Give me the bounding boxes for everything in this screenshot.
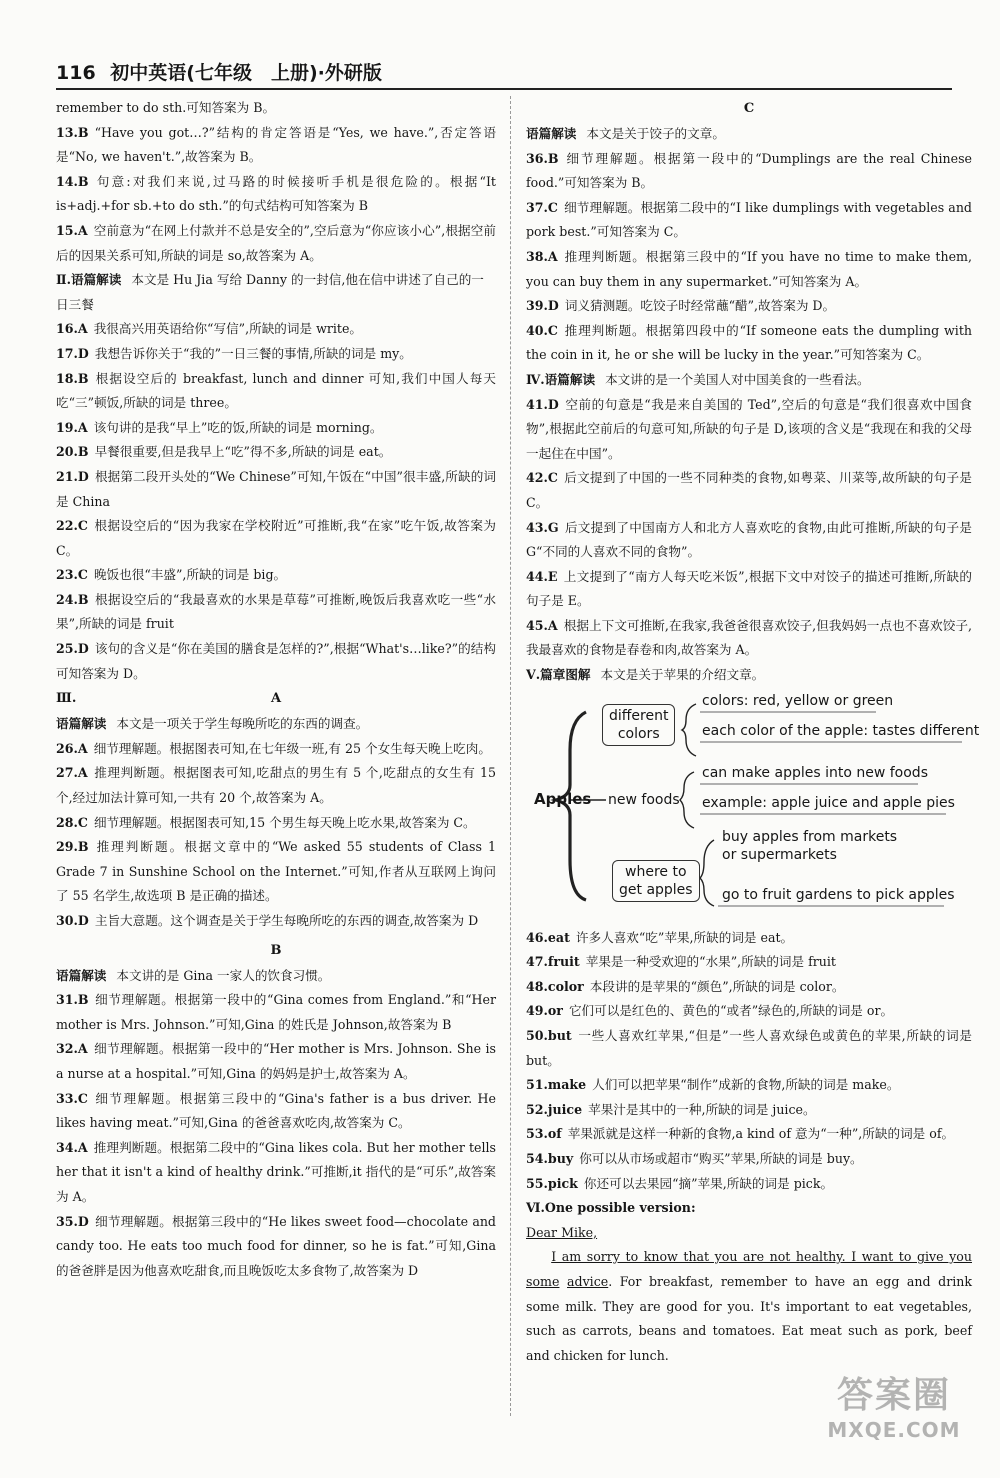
answer-number: 22.C <box>56 518 88 534</box>
mind-map-root: Apples <box>534 789 592 808</box>
answer-item <box>526 147 972 196</box>
section-text: 本文是 Hu Jia 写给 Danny 的一封信,他在信中讲述了自己的一日三餐 <box>56 272 484 312</box>
letter-greeting <box>526 1221 972 1246</box>
answer-item <box>526 466 972 515</box>
answer-number: 36.B <box>526 150 559 166</box>
answer-explanation: 你可以从市场或超市“购买”苹果,所缺的词是 buy。 <box>579 1151 863 1166</box>
branch-label-line: where to <box>625 863 687 880</box>
answer-explanation: 空前的句意是“我是来自美国的 Ted”,空后的句意是“我们很喜欢中国食物”,根据此空前后的句意可知,所缺的句子是 D,该项的含义是“我现在和我的父母一起住在中国”。 <box>526 396 972 461</box>
answer-number: 49.or <box>526 1003 563 1019</box>
answer-item <box>56 121 496 170</box>
answer-item <box>56 342 496 367</box>
answer-item <box>526 975 972 1000</box>
answer-number: 24.B <box>56 591 89 607</box>
section-2-reading <box>56 268 496 317</box>
book-title: 初中英语(七年级 上册)·外研版 <box>110 62 382 84</box>
answer-item <box>526 319 972 368</box>
branch-different-colors <box>602 704 675 746</box>
branch-label-line: different <box>609 707 669 724</box>
right-column <box>526 96 980 1368</box>
answer-item <box>56 737 496 762</box>
answer-number: 38.A <box>526 248 558 264</box>
answer-item <box>56 988 496 1037</box>
answer-explanation: 推理判断题。根据文章中的“We asked 55 students of Class 1 Grade 7 in Sunshine School on the Internet.”可知,作者从互联网上询问了 55 名学生,故选项 B 是正确的描述。 <box>56 839 496 904</box>
answer-item <box>526 294 972 319</box>
answer-explanation: 该句讲的是我“早上”吃的饭,所缺的词是 morning。 <box>93 419 383 435</box>
branch-label-line: get apples <box>619 881 693 898</box>
answer-group-a <box>56 121 496 269</box>
answer-explanation: 细节理解题。根据第二段中的“I like dumplings with vegetables and pork best.”可知答案为 C。 <box>526 199 972 240</box>
answer-number: 46.eat <box>526 929 570 945</box>
reading-text: 本文是一项关于学生每晚所吃的东西的调查。 <box>116 716 369 732</box>
answer-item <box>526 196 972 245</box>
answer-number: 29.B <box>56 839 89 855</box>
answer-number: 47.fruit <box>526 954 580 970</box>
answer-item <box>526 614 972 663</box>
letter-body <box>526 1245 972 1368</box>
answer-explanation: 句意:对我们来说,过马路的时候接听手机是很危险的。根据“It is+adj.+for sb.+to do sth.”的句式结构可知答案为 B <box>56 173 496 214</box>
apples-mind-map <box>526 690 980 922</box>
branch-2-brace <box>680 772 694 828</box>
answer-item <box>526 565 972 614</box>
answer-number: 32.A <box>56 1041 88 1057</box>
answer-item <box>56 1037 496 1086</box>
answer-item <box>56 170 496 219</box>
answer-number: 42.C <box>526 470 558 486</box>
answer-explanation: 后文提到了中国南方人和北方人喜欢吃的食物,由此可推断,所缺的句子是 G“不同的人喜欢不同的食物”。 <box>526 519 972 560</box>
answer-item <box>56 637 496 686</box>
header-rule <box>56 88 952 90</box>
section-6-heading: Ⅵ.One possible version: <box>526 1200 696 1216</box>
answer-item <box>56 835 496 909</box>
answer-number: 19.A <box>56 419 88 435</box>
answer-number: 25.D <box>56 641 89 657</box>
branch-new-foods: new foods <box>608 791 680 808</box>
answer-explanation: 早餐很重要,但是我早上“吃”得不多,所缺的词是 eat。 <box>94 444 392 460</box>
answer-item <box>526 245 972 294</box>
answer-item <box>56 219 496 268</box>
leaf-colors: colors: red, yellow or green <box>702 692 894 709</box>
greeting-text: Dear Mike, <box>526 1224 598 1240</box>
letter-advice-word: advice <box>567 1273 609 1289</box>
answer-number: 52.juice <box>526 1101 583 1117</box>
answer-number: 16.A <box>56 321 88 337</box>
answer-number: 17.D <box>56 345 89 361</box>
watermark-url: MXQE.COM <box>827 1418 961 1442</box>
answer-number: 20.B <box>56 444 89 460</box>
answer-number: 54.buy <box>526 1151 574 1166</box>
answer-explanation: 根据设空后的“我最喜欢的水果是草莓”可推断,晚饭后我喜欢吃一些“水果”,所缺的词是 fruit <box>56 591 496 632</box>
answer-item <box>56 465 496 514</box>
answer-group-c <box>56 737 496 934</box>
reading-label: 语篇解读 <box>56 967 107 983</box>
answer-explanation: 根据设空后的 breakfast, lunch and dinner 可知,我们中国人每天吃“三”顿饭,所缺的词是 three。 <box>56 370 496 411</box>
answer-number: 15.A <box>56 222 88 238</box>
section-5-heading <box>526 663 972 688</box>
answer-item <box>56 416 496 441</box>
answer-explanation: 推理判断题。根据第四段中的“If someone eats the dumpling with the coin in it, he or she will be lucky in the year.”可知答案为 C。 <box>526 322 972 363</box>
leaf-supermarkets: or supermarkets <box>722 846 837 863</box>
answer-item <box>56 1087 496 1136</box>
branch-3-brace <box>700 840 714 906</box>
answer-explanation: “Have you got…?”结构的肯定答语是“Yes, we have.”,否定答语是“No, we haven't.”,故答案为 B。 <box>56 124 496 165</box>
watermark-logo <box>824 1374 964 1452</box>
answer-number: 34.A <box>56 1139 88 1155</box>
section-label: Ⅴ.篇章图解 <box>526 667 591 683</box>
answer-item <box>56 317 496 342</box>
answer-explanation: 细节理解题。根据第三段中的“He likes sweet food—chocolate and candy too. He eats too much food for dinner, so he is fat.”可知,Gina 的爸爸胖是因为他喜欢吃甜食,而且晚饭吃太多食物了,故答案为 D <box>56 1213 496 1278</box>
branch-1-brace <box>682 704 696 756</box>
answer-explanation: 苹果是一种受欢迎的“水果”,所缺的词是 fruit <box>585 954 836 970</box>
answer-explanation: 细节理解题。根据第一段中的“Dumplings are the real Chinese food.”可知答案为 B。 <box>526 150 972 191</box>
answer-item <box>526 1122 972 1147</box>
answer-number: 45.A <box>526 617 558 633</box>
part-a-label: A <box>270 691 282 707</box>
answer-number: 26.A <box>56 740 88 756</box>
reading-text: 本文讲的是 Gina 一家人的饮食习惯。 <box>116 967 331 983</box>
section-3-heading <box>56 686 496 712</box>
reading-label: 语篇解读 <box>56 716 107 732</box>
answer-explanation: 细节理解题。根据第三段中的“Gina's father is a bus driver. He likes having meat.”可知,Gina 的爸爸喜欢吃肉,故答案为 C。 <box>56 1090 496 1131</box>
answer-explanation: 人们可以把苹果“制作”成新的食物,所缺的词是 make。 <box>592 1077 900 1093</box>
part-c-label: C <box>743 101 755 116</box>
answer-number: 37.C <box>526 199 558 215</box>
answer-explanation: 许多人喜欢“吃”苹果,所缺的词是 eat。 <box>575 929 794 945</box>
answer-explanation: 你还可以去果园“摘”苹果,所缺的词是 pick。 <box>583 1175 834 1191</box>
answer-item <box>56 367 496 416</box>
section-text: 本文讲的是一个美国人对中国美食的一些看法。 <box>605 371 870 387</box>
branch-label-line: colors <box>617 725 660 742</box>
answer-number: 18.B <box>56 370 89 386</box>
answer-number: 44.E <box>526 568 558 584</box>
page-number: 116 <box>56 62 96 84</box>
answer-item <box>526 1098 972 1123</box>
column-divider <box>510 96 511 1416</box>
part-b-reading <box>56 964 496 989</box>
leaf-example: example: apple juice and apple pies <box>702 794 955 811</box>
answer-number: 23.C <box>56 567 88 583</box>
answer-number: 28.C <box>56 814 88 830</box>
answer-explanation: 根据上下文可推断,在我家,我爸爸很喜欢饺子,但我妈妈一点也不喜欢饺子,我最喜欢的食物是春卷和肉,故答案为 A。 <box>526 617 972 658</box>
answer-number: 43.G <box>526 519 559 535</box>
answer-explanation: 我很高兴用英语给你“写信”,所缺的词是 write。 <box>93 321 363 337</box>
answer-explanation: 推理判断题。根据第三段中的“If you have no time to make them, you can buy them in any supermarket.”可知答案为 A。 <box>526 248 972 289</box>
answer-explanation: 推理判断题。根据第二段中的“Gina likes cola. But her mother tells her that it isn't a kind of healthy drink.”可推断,it 指代的是“可乐”,故答案为 A。 <box>56 1139 496 1204</box>
answer-item <box>526 516 972 565</box>
answer-item <box>56 440 496 465</box>
answer-number: 35.D <box>56 1213 89 1229</box>
part-c-reading <box>526 122 972 147</box>
left-column <box>56 96 496 1283</box>
answer-number: 21.D <box>56 468 89 484</box>
answer-explanation: 根据第二段开头处的“We Chinese”可知,午饭在“中国”很丰盛,所缺的词是 China <box>56 468 496 509</box>
answer-item <box>56 514 496 563</box>
answer-number: 33.C <box>56 1090 88 1106</box>
answer-number: 55.pick <box>526 1175 578 1191</box>
answer-number: 39.D <box>526 298 559 314</box>
answer-explanation: 该句的含义是“你在美国的膳食是怎样的?”,根据“What's…like?”的结构可知答案为 D。 <box>56 641 496 681</box>
letter-rest: . For breakfast, remember to have an egg and drink some milk. They are good for you. It's important to eat vegetables, such as carrots, beans and tomatoes. Eat meat such as pork, beef and chicken for lunch. <box>526 1273 972 1363</box>
leaf-fruit-gardens: go to fruit gardens to pick apples <box>722 886 955 903</box>
leaf-tastes: each color of the apple: tastes different <box>702 722 980 739</box>
answer-explanation: 苹果派就是这样一种新的食物,a kind of 意为“一种”,所缺的词是 of。 <box>567 1126 955 1142</box>
answer-explanation: 本段讲的是苹果的“颜色”,所缺的词是 color。 <box>589 978 845 994</box>
answer-number: 53.of <box>526 1126 562 1142</box>
answer-explanation: 细节理解题。根据第一段中的“Gina comes from England.”和“Her mother is Mrs. Johnson.”可知,Gina 的姓氏是 Johnson,故答案为 B <box>56 992 496 1032</box>
answer-group-d <box>56 988 496 1283</box>
answer-number: 50.but <box>526 1028 572 1044</box>
section-3-label: Ⅲ. <box>56 691 77 707</box>
answer-item <box>526 950 972 975</box>
answer-item <box>526 1172 972 1197</box>
answer-number: 14.B <box>56 173 89 189</box>
answer-explanation: 主旨大意题。这个调查是关于学生每晚所吃的东西的调查,故答案为 D <box>94 913 479 928</box>
letter-first-line: I am sorry to know that you are not healthy. I want to give you some <box>526 1249 972 1289</box>
answer-item <box>526 1073 972 1098</box>
answer-explanation: 细节理解题。根据图表可知,15 个男生每天晚上吃水果,故答案为 C。 <box>93 814 476 830</box>
answer-explanation: 上文提到了“南方人每天吃米饭”,根据下文中对饺子的描述可推断,所缺的句子是 E。 <box>526 568 972 609</box>
answer-group-g <box>526 926 972 1197</box>
answer-group-b <box>56 317 496 686</box>
answer-number: 51.make <box>526 1077 587 1093</box>
branch-where-to-get-apples <box>612 860 700 902</box>
answer-item <box>56 811 496 836</box>
answer-explanation: 空前意为“在网上付款并不总是安全的”,空后意为“你应该小心”,根据空前后的因果关系可知,所缺的词是 so,故答案为 A。 <box>56 222 496 263</box>
leaf-buy-markets: buy apples from markets <box>722 828 898 845</box>
answer-item <box>526 393 972 467</box>
answer-item <box>526 999 972 1024</box>
answer-explanation: 根据设空后的“因为我家在学校附近”可推断,我“在家”吃午饭,故答案为 C。 <box>56 518 496 558</box>
answer-explanation: 词义猜测题。吃饺子时经常蘸“醋”,故答案为 D。 <box>564 298 836 314</box>
answer-number: 31.B <box>56 992 89 1008</box>
answer-number: 13.B <box>56 124 89 140</box>
answer-item <box>56 563 496 588</box>
answer-number: 27.A <box>56 765 88 781</box>
answer-explanation: 它们可以是红色的、黄色的“或者”绿色的,所缺的词是 or。 <box>568 1003 894 1019</box>
answer-item <box>526 1147 972 1172</box>
answer-explanation: 后文提到了中国的一些不同种类的食物,如粤菜、川菜等,故所缺的句子是 C。 <box>526 470 972 510</box>
answer-number: 30.D <box>56 913 89 928</box>
section-text: 本文是关于苹果的介绍文章。 <box>600 667 765 683</box>
page-header <box>56 58 382 86</box>
answer-item <box>56 761 496 810</box>
answer-number: 48.color <box>526 978 584 994</box>
answer-item <box>56 1210 496 1284</box>
answer-item <box>526 926 972 951</box>
answer-explanation: 苹果汁是其中的一种,所缺的词是 juice。 <box>588 1101 816 1117</box>
part-b-label: B <box>270 942 282 958</box>
reading-label: 语篇解读 <box>526 126 577 141</box>
answer-explanation: 推理判断题。根据图表可知,吃甜点的男生有 5 个,吃甜点的女生有 15 个,经过加法计算可知,一共有 20 个,故答案为 A。 <box>56 765 496 806</box>
leaf-make-new-foods: can make apples into new foods <box>702 764 928 781</box>
answer-explanation: 我想告诉你关于“我的”一日三餐的事情,所缺的词是 my。 <box>94 345 412 361</box>
answer-number: 40.C <box>526 322 558 338</box>
answer-item <box>56 588 496 637</box>
answer-item <box>526 1024 972 1073</box>
section-label: Ⅱ.语篇解读 <box>56 272 122 288</box>
answer-number: 41.D <box>526 396 559 412</box>
answer-item <box>56 909 496 934</box>
answer-explanation: 晚饭也很“丰盛”,所缺的词是 big。 <box>93 567 287 583</box>
answer-explanation: 细节理解题。根据第一段中的“Her mother is Mrs. Johnson. She is a nurse at a hospital.”可知,Gina 的妈妈是护士,故答案为 A。 <box>56 1041 496 1081</box>
answer-group-f <box>526 393 972 664</box>
part-a-reading <box>56 712 496 737</box>
continued-line: remember to do sth.可知答案为 B。 <box>56 100 276 115</box>
answer-explanation: 细节理解题。根据图表可知,在七年级一班,有 25 个女生每天晚上吃肉。 <box>93 740 491 756</box>
answer-group-e <box>526 147 972 368</box>
answer-explanation: 一些人喜欢红苹果,“但是”一些人喜欢绿色或黄色的苹果,所缺的词是 but。 <box>526 1028 972 1068</box>
watermark-text: 答案圈 <box>836 1375 951 1416</box>
section-4-reading <box>526 368 972 393</box>
reading-text: 本文是关于饺子的文章。 <box>586 126 725 141</box>
section-label: Ⅳ.语篇解读 <box>526 371 596 387</box>
answer-item <box>56 1136 496 1210</box>
